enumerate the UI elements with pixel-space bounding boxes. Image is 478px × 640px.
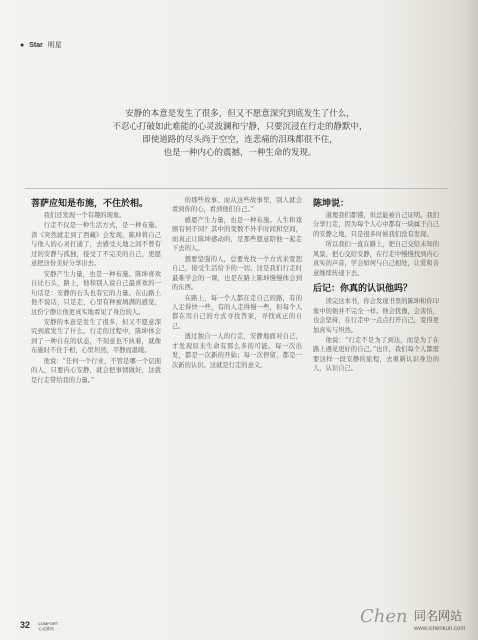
star-icon: ●	[20, 42, 25, 49]
paragraph: 他说：“任何一个行业，不管是哪一个层面的人，只要内心安静，就会把事情做好，这就是行走带给我的力量。”	[31, 357, 161, 384]
watermark	[358, 602, 468, 634]
paragraph: 透过独自一人的行走，安静地面对自己，才发现原来生命有那么多的可能。每一次出发，都是一次新的开始；每一次停留，都是一次新的认识。这就是行走的意义。	[172, 333, 302, 369]
section-label: Star	[29, 42, 43, 49]
paragraph: 想要坚强的人，总要先找一个方式来宽恕自己，接受生活给予的一切。这是我们行走时最难学会的一课，也是在路上陈坤慢慢体会到的东西。	[172, 255, 302, 292]
paragraph: 的那些故事。而从这些故事里，别人就会看到你的心，看到他们自己。”	[172, 197, 302, 214]
magazine-title: COMFORT	[38, 621, 59, 626]
paragraph: 我们还发现一个有趣的现象。	[43, 212, 126, 219]
section-label-cn: 明星	[47, 42, 62, 49]
column-2	[172, 196, 302, 604]
intro-line: 也是一种内心的震撼，一种生命的发现。	[163, 148, 317, 158]
column-1	[31, 196, 161, 604]
section-heading: 陈坤说：	[313, 198, 350, 208]
intro-line: 即使道路的尽头尚于空空，连悲痛的泪珠都很不住，	[142, 135, 338, 145]
paragraph: 安静产生力量，也是一种布施。陈坤喜欢自比石头，路上，他和别人说自己最喜欢的一句话是：安静的石头也有它的力量。在山路上他不说话，只是走，心里有种被填满的感觉，这份宁静让他更真实地看见了身边的人。	[31, 270, 161, 316]
section-heading: 菩萨应知是布施，不住於相。	[31, 198, 149, 208]
intro-quote	[70, 108, 410, 160]
divider	[25, 188, 448, 189]
paragraph: 他说：“行走不是为了到达，而是为了在路上遇见更好的自己。”也许，我们每个人都需要这样一段安静的旅程，去重新认识身边的人，认识自己。	[313, 336, 439, 373]
paragraph: 在路上，每一个人都在走自己的路，有的人走得快一些，有的人走得慢一些，但每个人都在用自己的方式寻找答案，寻找真正的自己。	[172, 294, 302, 330]
watermark-url: www.ichenkun.com	[414, 626, 466, 632]
paragraph: 读完这本书，你会发现书里的陈坤和你印象中的他并不完全一样。他会犹豫，会害怕，也会坚持，在行走中一点点打开自己，变得更加真实与坦然。	[313, 298, 439, 334]
paragraph: 道理我们都懂，但总能被自己证明。我们分享行走，因为每个人心中都有一块属于自己的安静之地，只是很多时候我们没有发现。	[313, 212, 439, 238]
intro-line: 不忍心打破如此难能的心灵波澜和宁静，只要沉浸在行走的静默中，	[112, 122, 368, 132]
star-logo-icon	[360, 606, 408, 627]
watermark-title: 同名网站	[414, 609, 463, 623]
magazine-name	[38, 621, 78, 631]
svg-text:Chen: Chen	[360, 606, 408, 627]
section-header	[20, 40, 62, 50]
paragraph: 行走不仅是一种生活方式，是一种布施。读《突然就走到了西藏》会发现，陈坤将自己与他人的心灵打通了，去感受天地之间不曾有过的安静与孤独，接受了不完美的自己，更愿意把这份美好分享出去。	[31, 222, 161, 268]
magazine-subtitle: 心灵驿站	[38, 626, 54, 631]
section-heading: 后记：你真的认识他吗？	[313, 283, 413, 294]
paragraph: 感恩产生力量，也是一种布施。人生和戏剧有何不同？其中的变数不外乎时间和空间，而真正让陈坤感动的，是那些愿意陪他一起走下去的人。	[172, 216, 302, 253]
page-number: 32	[20, 620, 31, 630]
column-3	[313, 196, 439, 576]
intro-line: 安静的本意是发生了很多，但又不愿意深究到底发生了什么，	[125, 109, 355, 119]
paragraph: 所以我们一直在路上，把自己交给未知的风景，把心交给安静，在行走中慢慢找到内心真实的声音，学会如何与自己相处，让爱和善意继续传递下去。	[313, 241, 439, 277]
paragraph: 安静的本意是发生了很多，但又不愿意深究到底发生了什么。行走的过程中，陈坤体会到了一种自在的状态，不刻意也不执着，就像布施时不住于相，心里坦然，平静而温暖。	[31, 318, 161, 355]
